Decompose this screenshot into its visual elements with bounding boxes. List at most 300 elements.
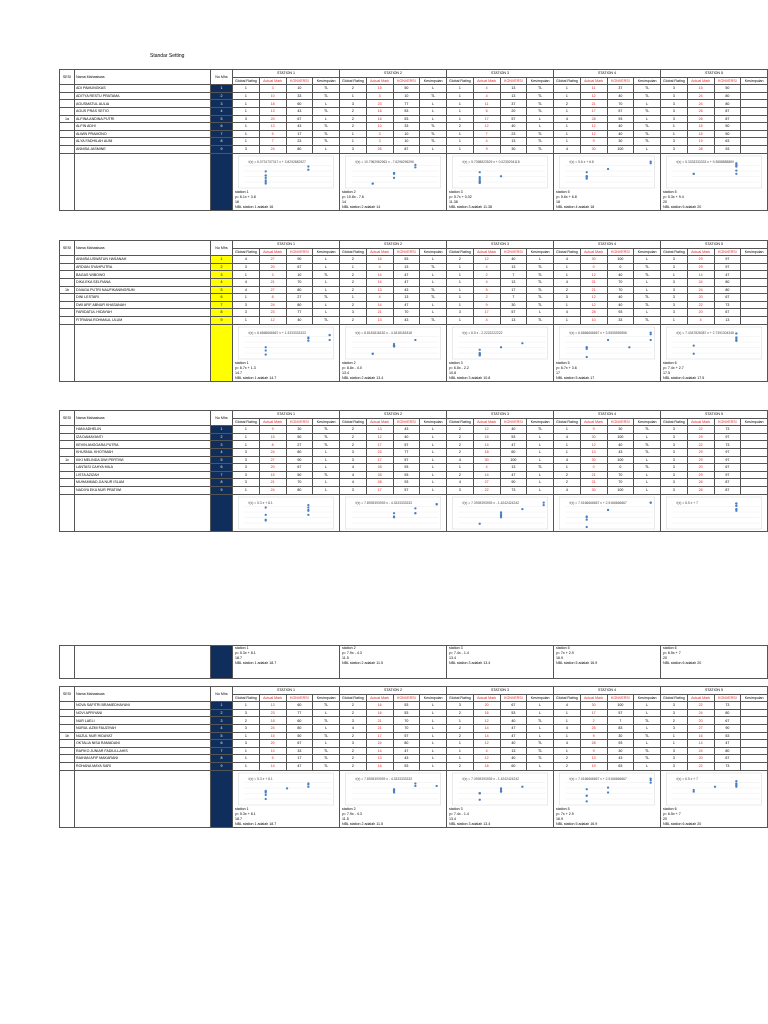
- data-point: [693, 352, 695, 354]
- konversi: 90: [500, 479, 527, 487]
- kesimpulan: TL: [527, 301, 554, 309]
- column-header: KONVERSI: [714, 248, 741, 256]
- kesimpulan: L: [527, 309, 554, 317]
- actual-mark: 12: [580, 441, 607, 449]
- data-point: [586, 355, 588, 357]
- actual-mark: 17: [473, 115, 500, 123]
- student-number: 7: [211, 471, 233, 479]
- nama-header: Nama Mahasiswa: [75, 241, 211, 256]
- kesimpulan: L: [420, 448, 447, 456]
- student-row: [60, 294, 768, 302]
- student-name: NOVA SAFITRI BRAMEDHAYANI: [75, 702, 211, 710]
- column-header: KONVERSI: [714, 77, 741, 85]
- konversi: 23: [500, 130, 527, 138]
- nama-cell: [75, 324, 211, 381]
- kesimpulan: TL: [527, 740, 554, 748]
- column-header: Kesimpulan: [634, 77, 661, 85]
- data-point: [307, 339, 309, 341]
- regression-summary: [555, 361, 659, 381]
- global-rating: 3: [661, 107, 688, 115]
- konversi: 80: [714, 709, 741, 717]
- konversi: 60: [286, 717, 313, 725]
- column-header: Global Rating: [233, 694, 260, 702]
- global-rating: 2: [340, 301, 367, 309]
- kesimpulan: TL: [527, 278, 554, 286]
- konversi: 83: [607, 724, 634, 732]
- trendline-label: f(x) = 5.7058823529 x + 0.0235294118: [462, 159, 520, 164]
- sesi-cell: [60, 278, 75, 286]
- regression-cell: [447, 324, 554, 381]
- konversi: 13: [714, 316, 741, 324]
- actual-mark: 12: [473, 740, 500, 748]
- data-point: [500, 175, 502, 177]
- data-point: [586, 175, 588, 177]
- regression-chart: [555, 325, 659, 361]
- column-header: KONVERSI: [714, 694, 741, 702]
- global-rating: 4: [340, 479, 367, 487]
- data-point: [735, 509, 737, 511]
- student-number: 1: [211, 85, 233, 93]
- kesimpulan: TL: [313, 426, 340, 434]
- actual-mark: 16: [473, 709, 500, 717]
- actual-mark: 30: [580, 256, 607, 264]
- kesimpulan: L: [420, 456, 447, 464]
- konversi: 80: [286, 724, 313, 732]
- global-rating: 2: [340, 115, 367, 123]
- kesimpulan: L: [527, 256, 554, 264]
- station-header: STATION 3: [447, 241, 554, 249]
- student-number: 3: [211, 100, 233, 108]
- actual-mark: 20: [687, 294, 714, 302]
- column-header: Actual Mark: [259, 77, 286, 85]
- column-header: Global Rating: [447, 248, 474, 256]
- data-point: [265, 519, 267, 521]
- konversi: 80: [286, 286, 313, 294]
- column-header: KONVERSI: [393, 418, 420, 426]
- actual-mark: 21: [580, 479, 607, 487]
- global-rating: 2: [447, 709, 474, 717]
- actual-mark: 28: [580, 115, 607, 123]
- kesimpulan: [741, 709, 768, 717]
- kesimpulan: TL: [527, 464, 554, 472]
- actual-mark: 17: [366, 486, 393, 494]
- actual-mark: 29: [687, 256, 714, 264]
- global-rating: 3: [340, 448, 367, 456]
- data-point: [265, 506, 267, 508]
- student-number: 7: [211, 130, 233, 138]
- kesimpulan: TL: [313, 702, 340, 710]
- sheet-block-2: [59, 240, 768, 382]
- kesimpulan: L: [420, 724, 447, 732]
- column-header: KONVERSI: [500, 248, 527, 256]
- global-rating: 4: [554, 456, 581, 464]
- kesimpulan: [741, 471, 768, 479]
- actual-mark: 27: [473, 479, 500, 487]
- trendline-label: f(x) = 7.3939393939 x - 1.4242424242: [462, 776, 520, 781]
- global-rating: 1: [554, 426, 581, 434]
- global-rating: 4: [340, 464, 367, 472]
- actual-mark: 9: [259, 426, 286, 434]
- konversi: 40: [500, 755, 527, 763]
- sesi-cell: [60, 426, 75, 434]
- nbl-value: 11.5: [342, 816, 349, 821]
- nbl-sentence: NBL station 3 adalah 10.8: [449, 375, 491, 380]
- trendline-label: f(x) = 7.8939393939 x - 4.3333333333: [355, 776, 413, 781]
- kesimpulan: [741, 486, 768, 494]
- student-number: 9: [211, 486, 233, 494]
- global-rating: 3: [661, 426, 688, 434]
- kesimpulan: L: [527, 479, 554, 487]
- actual-mark: 13: [580, 448, 607, 456]
- global-rating: 2: [340, 433, 367, 441]
- global-rating: 1: [233, 107, 260, 115]
- actual-mark: 21: [366, 309, 393, 317]
- column-header: KONVERSI: [286, 248, 313, 256]
- nbl-sentence: NBL station 5 adalah 16.9: [556, 821, 598, 826]
- actual-mark: 22: [687, 762, 714, 770]
- student-number: 9: [211, 145, 233, 153]
- student-row: [60, 92, 768, 100]
- sheet-block-1: [59, 69, 768, 211]
- actual-mark: 2: [580, 717, 607, 725]
- data-point: [393, 791, 395, 793]
- kesimpulan: L: [313, 486, 340, 494]
- student-row: [60, 278, 768, 286]
- global-rating: 2: [447, 471, 474, 479]
- actual-mark: 8: [259, 441, 286, 449]
- konversi: 40: [286, 316, 313, 324]
- global-rating: 3: [340, 145, 367, 153]
- konversi: 13: [500, 138, 527, 146]
- regression-cell: [233, 646, 340, 679]
- data-point: [500, 346, 502, 348]
- konversi: 97: [714, 456, 741, 464]
- data-point: [607, 167, 609, 169]
- konversi: 93: [393, 479, 420, 487]
- konversi: 53: [500, 433, 527, 441]
- kesimpulan: L: [527, 486, 554, 494]
- student-number: 5: [211, 456, 233, 464]
- global-rating: 2: [447, 123, 474, 131]
- konversi: 30: [500, 145, 527, 153]
- student-row: [60, 107, 768, 115]
- kesimpulan: TL: [527, 92, 554, 100]
- sesi-cell: [60, 747, 75, 755]
- data-point: [436, 784, 438, 786]
- student-number: 8: [211, 138, 233, 146]
- kesimpulan: TL: [420, 123, 447, 131]
- nbl-sentence: NBL station 2 adalah 13.4: [342, 375, 384, 380]
- sesi-cell: [60, 770, 75, 827]
- kesimpulan: TL: [527, 145, 554, 153]
- global-rating: 1: [661, 123, 688, 131]
- student-number: 8: [211, 755, 233, 763]
- actual-mark: 5: [259, 755, 286, 763]
- nbl-sentence: NBL station 1 adalah 18.7: [235, 821, 277, 826]
- kesimpulan: L: [420, 732, 447, 740]
- global-rating: 3: [233, 709, 260, 717]
- student-name: BAGAS WIBOWO: [75, 271, 211, 279]
- konversi: 50: [286, 471, 313, 479]
- column-header: Actual Mark: [259, 694, 286, 702]
- konversi: 73: [714, 702, 741, 710]
- konversi: 77: [393, 448, 420, 456]
- konversi: 53: [393, 115, 420, 123]
- nbl-value: 13.4: [449, 656, 456, 660]
- actual-mark: 12: [473, 755, 500, 763]
- konversi: 70: [286, 479, 313, 487]
- column-header: KONVERSI: [714, 418, 741, 426]
- kesimpulan: L: [634, 762, 661, 770]
- actual-mark: 19: [687, 138, 714, 146]
- kesimpulan: [741, 426, 768, 434]
- actual-mark: 29: [687, 448, 714, 456]
- column-header: Kesimpulan: [420, 248, 447, 256]
- konversi: 43: [393, 316, 420, 324]
- mid-summary-table: [59, 645, 768, 679]
- kesimpulan: L: [313, 301, 340, 309]
- regression-summary: [555, 646, 659, 666]
- data-point: [714, 785, 716, 787]
- actual-mark: 4: [473, 747, 500, 755]
- regression-cell: [554, 494, 661, 531]
- actual-mark: 22: [687, 426, 714, 434]
- student-row: [60, 316, 768, 324]
- sesi-cell: [60, 145, 75, 153]
- column-header: Global Rating: [554, 694, 581, 702]
- student-number: 2: [211, 709, 233, 717]
- data-point: [650, 333, 652, 335]
- actual-mark: 4: [473, 138, 500, 146]
- kesimpulan: [741, 271, 768, 279]
- global-rating: 1: [554, 138, 581, 146]
- data-point: [265, 174, 267, 176]
- student-number: 2: [211, 433, 233, 441]
- konversi: 10: [286, 271, 313, 279]
- data-point: [521, 785, 523, 787]
- sesi-cell: [60, 153, 75, 210]
- student-name: AGUSMATUL AULIA: [75, 100, 211, 108]
- actual-mark: 3: [259, 271, 286, 279]
- global-rating: 4: [554, 115, 581, 123]
- konversi: 43: [393, 755, 420, 763]
- regression-chart: [341, 154, 445, 190]
- global-rating: 3: [661, 433, 688, 441]
- global-rating: 1: [233, 316, 260, 324]
- global-rating: 1: [233, 130, 260, 138]
- konversi: 17: [500, 286, 527, 294]
- regression-chart: [341, 771, 445, 807]
- station-name: station 3: [449, 360, 463, 365]
- trendline-label: f(x) = 7.4347826087 x + 2.7391304348: [676, 330, 734, 335]
- actual-mark: 7: [259, 138, 286, 146]
- data-point: [372, 182, 374, 184]
- student-row: [60, 123, 768, 131]
- actual-mark: 24: [687, 100, 714, 108]
- data-point: [607, 786, 609, 788]
- global-rating: 1: [661, 740, 688, 748]
- column-header: Actual Mark: [580, 77, 607, 85]
- global-rating: 3: [661, 263, 688, 271]
- data-point: [393, 171, 395, 173]
- nbl-value: 20: [663, 199, 667, 204]
- regression-summary: [448, 807, 552, 827]
- data-point: [735, 169, 737, 171]
- global-rating: 2: [447, 426, 474, 434]
- trendline-label: f(x) = 5.3333333333 x + 9.3888888889: [676, 159, 734, 164]
- regression-cell: [554, 324, 661, 381]
- konversi: 87: [714, 479, 741, 487]
- actual-mark: 30: [580, 486, 607, 494]
- sesi-cell: [60, 85, 75, 93]
- kesimpulan: TL: [634, 263, 661, 271]
- actual-mark: 9: [580, 426, 607, 434]
- regression-chart: [448, 771, 552, 807]
- student-name: ALFIN ADHI: [75, 123, 211, 131]
- student-number: 2: [211, 92, 233, 100]
- actual-mark: 19: [580, 762, 607, 770]
- actual-mark: 21: [259, 479, 286, 487]
- konversi: 100: [607, 702, 634, 710]
- konversi: 37: [607, 85, 634, 93]
- regression-cell: [661, 770, 768, 827]
- student-number: 8: [211, 479, 233, 487]
- kesimpulan: L: [634, 709, 661, 717]
- konversi: 97: [714, 448, 741, 456]
- sesi-cell: [60, 316, 75, 324]
- kesimpulan: L: [313, 115, 340, 123]
- regression-summary: [341, 646, 445, 666]
- kesimpulan: TL: [634, 747, 661, 755]
- global-rating: 1: [233, 755, 260, 763]
- actual-mark: 23: [366, 448, 393, 456]
- konversi: 13: [500, 263, 527, 271]
- kesimpulan: [741, 479, 768, 487]
- regression-equation: y= 6.5x + 7: [663, 811, 681, 816]
- nbl-value: 17.5: [663, 370, 670, 375]
- data-point: [735, 779, 737, 781]
- konversi: 67: [286, 740, 313, 748]
- global-rating: 1: [233, 732, 260, 740]
- regression-equation: y= 7x + 2.9: [556, 651, 574, 655]
- sheet-block-4: [59, 686, 768, 828]
- actual-mark: 18: [473, 762, 500, 770]
- regression-summary: [234, 361, 338, 381]
- station-name: station 6: [663, 806, 677, 811]
- regression-summary: [448, 361, 552, 381]
- konversi: 77: [393, 100, 420, 108]
- sesi-cell: [60, 448, 75, 456]
- station-name: station 5: [663, 189, 677, 194]
- regression-summary: [662, 190, 766, 210]
- data-point: [265, 349, 267, 351]
- nbl-value: 16.9: [556, 656, 563, 660]
- konversi: 97: [714, 256, 741, 264]
- kesimpulan: L: [634, 145, 661, 153]
- kesimpulan: L: [634, 115, 661, 123]
- kesimpulan: L: [420, 471, 447, 479]
- column-header: Global Rating: [447, 77, 474, 85]
- student-row: [60, 301, 768, 309]
- regression-plot: [662, 325, 766, 361]
- sesi-cell: 1b: [60, 286, 75, 294]
- konversi: 97: [714, 433, 741, 441]
- trendline-label: f(x) = 6.5 x + 7: [676, 776, 698, 781]
- actual-mark: 3: [366, 138, 393, 146]
- column-header: Actual Mark: [473, 694, 500, 702]
- column-header: KONVERSI: [607, 418, 634, 426]
- actual-mark: 22: [687, 702, 714, 710]
- student-number: 8: [211, 309, 233, 317]
- konversi: 80: [714, 747, 741, 755]
- global-rating: 4: [554, 740, 581, 748]
- student-name: ALFINA ANDINA PUTRI: [75, 115, 211, 123]
- global-rating: 3: [340, 100, 367, 108]
- regression-summary: [341, 807, 445, 827]
- sesi-header: SESI: [60, 411, 75, 426]
- global-rating: 3: [661, 471, 688, 479]
- global-rating: 3: [340, 486, 367, 494]
- station-table: [59, 410, 768, 532]
- kesimpulan: TL: [313, 441, 340, 449]
- konversi: 43: [286, 107, 313, 115]
- kesimpulan: L: [634, 278, 661, 286]
- kesimpulan: [741, 107, 768, 115]
- kesimpulan: TL: [634, 92, 661, 100]
- global-rating: 1: [554, 732, 581, 740]
- station-header: STATION 1: [233, 687, 340, 695]
- konversi: 57: [500, 115, 527, 123]
- global-rating: 2: [340, 732, 367, 740]
- station-header-row: [60, 70, 768, 78]
- global-rating: 3: [661, 762, 688, 770]
- kesimpulan: TL: [527, 263, 554, 271]
- konversi: 40: [607, 271, 634, 279]
- actual-mark: 17: [366, 441, 393, 449]
- actual-mark: 21: [366, 717, 393, 725]
- kesimpulan: L: [420, 301, 447, 309]
- kesimpulan: L: [420, 256, 447, 264]
- sesi-cell: [60, 309, 75, 317]
- nomhs-cell: [211, 494, 233, 531]
- column-header: Kesimpulan: [420, 418, 447, 426]
- global-rating: 3: [340, 717, 367, 725]
- data-point: [414, 338, 416, 340]
- global-rating: 1: [447, 92, 474, 100]
- data-point: [393, 788, 395, 790]
- column-header: Kesimpulan: [420, 694, 447, 702]
- page-title: Standar Setting: [150, 53, 185, 59]
- actual-mark: 20: [259, 740, 286, 748]
- konversi: 47: [500, 732, 527, 740]
- global-rating: 2: [554, 471, 581, 479]
- konversi: 70: [286, 278, 313, 286]
- kesimpulan: L: [634, 724, 661, 732]
- konversi: 47: [286, 762, 313, 770]
- konversi: 53: [393, 107, 420, 115]
- actual-mark: 10: [366, 123, 393, 131]
- global-rating: 2: [340, 747, 367, 755]
- station-table: [59, 69, 768, 211]
- global-rating: 1: [554, 747, 581, 755]
- column-header: KONVERSI: [393, 248, 420, 256]
- global-rating: 3: [661, 145, 688, 153]
- sesi-cell: [60, 646, 75, 679]
- actual-mark: 13: [366, 755, 393, 763]
- global-rating: 1: [447, 316, 474, 324]
- global-rating: 2: [554, 479, 581, 487]
- global-rating: 1: [447, 464, 474, 472]
